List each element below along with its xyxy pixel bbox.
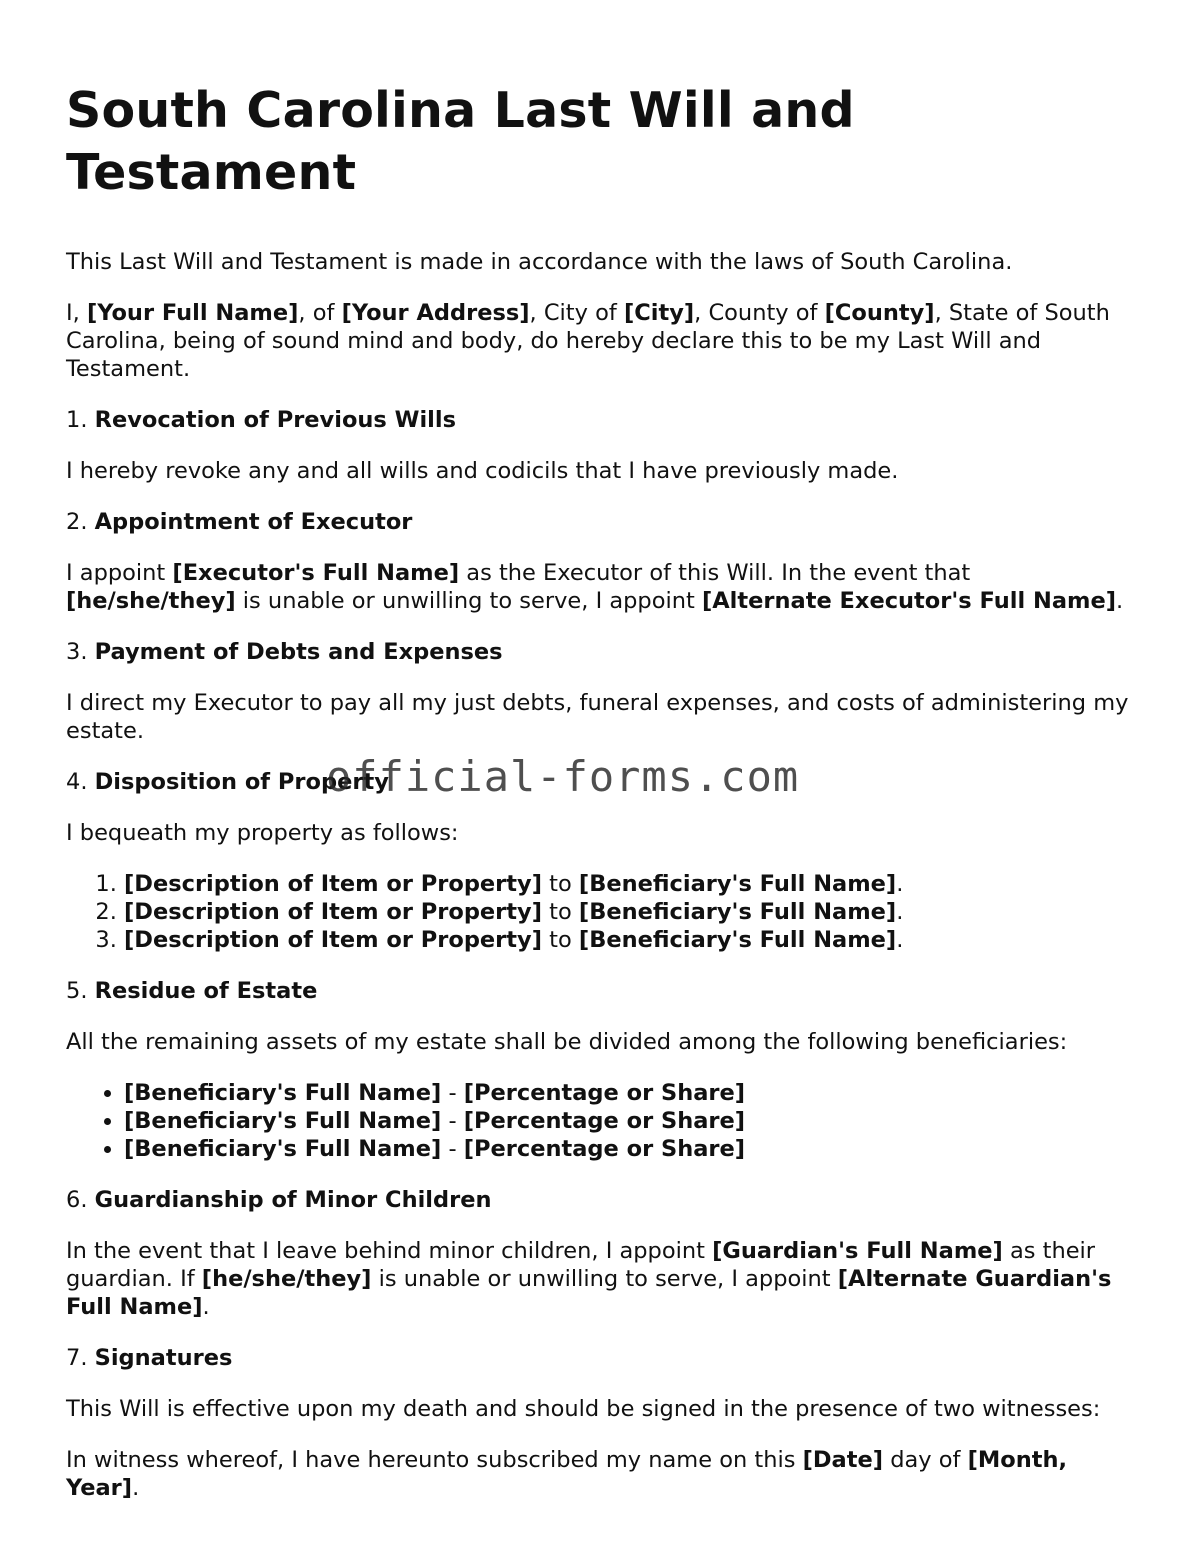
section-title: Residue of Estate xyxy=(94,978,318,1004)
section-number: 4. xyxy=(66,769,95,795)
executor-name-placeholder: [Executor's Full Name] xyxy=(172,560,460,586)
section-number: 6. xyxy=(66,1187,95,1213)
beneficiary-placeholder: [Beneficiary's Full Name] xyxy=(124,1080,442,1106)
section-heading-signatures xyxy=(66,1344,1136,1372)
executor-text: . xyxy=(1116,588,1124,614)
witness-text: . xyxy=(132,1475,140,1501)
section-title: Guardianship of Minor Children xyxy=(94,1187,492,1213)
property-placeholder: [Description of Item or Property] xyxy=(124,927,542,953)
alternate-guardian-placeholder: [Alternate Guardian's Full Name] xyxy=(66,1266,1112,1320)
document-page xyxy=(66,80,1136,1525)
witness-text: day of xyxy=(883,1447,968,1473)
guardian-text: as their guardian. If xyxy=(66,1238,1096,1292)
section-title: Appointment of Executor xyxy=(94,509,413,535)
witness-paragraph xyxy=(66,1446,1136,1502)
section-number: 7. xyxy=(66,1345,95,1371)
period-text: . xyxy=(896,871,904,897)
pronoun-placeholder: [he/she/they] xyxy=(66,588,236,614)
declaration-text: , County of xyxy=(694,300,825,326)
connector-text: to xyxy=(542,871,579,897)
executor-paragraph xyxy=(66,559,1136,615)
section-heading-residue xyxy=(66,977,1136,1005)
executor-text: I appoint xyxy=(66,560,173,586)
pronoun-placeholder: [he/she/they] xyxy=(201,1266,372,1292)
section-number: 2. xyxy=(66,509,95,535)
share-placeholder: [Percentage or Share] xyxy=(463,1080,746,1106)
beneficiary-placeholder: [Beneficiary's Full Name] xyxy=(124,1108,442,1134)
month-year-placeholder: [Month, Year] xyxy=(66,1447,1068,1501)
period-text: . xyxy=(896,927,904,953)
section-number: 1. xyxy=(66,407,95,433)
full-name-placeholder: [Your Full Name] xyxy=(86,300,299,326)
section-title: Disposition of Property xyxy=(94,769,389,795)
residue-intro: All the remaining assets of my estate shall be divided among the following beneficiaries: xyxy=(66,1029,1068,1055)
list-item xyxy=(124,898,1136,926)
beneficiary-placeholder: [Beneficiary's Full Name] xyxy=(578,871,897,897)
residue-list xyxy=(66,1079,1136,1163)
separator-text: - xyxy=(441,1080,464,1106)
declaration-text: , State of South Carolina, being of sound mind and body, do hereby declare this to be my Last Will and Testament. xyxy=(66,300,1110,382)
property-placeholder: [Description of Item or Property] xyxy=(124,899,542,925)
property-placeholder: [Description of Item or Property] xyxy=(124,871,542,897)
declaration-text: I, xyxy=(66,300,87,326)
property-list xyxy=(66,870,1136,954)
section-title: Signatures xyxy=(94,1345,233,1371)
property-intro: I bequeath my property as follows: xyxy=(66,820,459,846)
section-heading-guardianship xyxy=(66,1186,1136,1214)
signatures-paragraph: This Will is effective upon my death and should be signed in the presence of two witnesses: xyxy=(66,1396,1101,1422)
guardianship-paragraph xyxy=(66,1237,1136,1321)
guardian-name-placeholder: [Guardian's Full Name] xyxy=(712,1238,1003,1264)
section-title: Payment of Debts and Expenses xyxy=(94,639,503,665)
section-title: Revocation of Previous Wills xyxy=(94,407,456,433)
guardian-text: is unable or unwilling to serve, I appoint xyxy=(371,1266,838,1292)
guardian-text: In the event that I leave behind minor children, I appoint xyxy=(66,1238,713,1264)
executor-text: is unable or unwilling to serve, I appoint xyxy=(235,588,702,614)
section-heading-executor xyxy=(66,508,1136,536)
address-placeholder: [Your Address] xyxy=(341,300,530,326)
section-number: 5. xyxy=(66,978,95,1004)
list-item xyxy=(124,1079,1136,1107)
debts-paragraph: I direct my Executor to pay all my just debts, funeral expenses, and costs of administering my estate. xyxy=(66,690,1129,744)
county-placeholder: [County] xyxy=(824,300,935,326)
share-placeholder: [Percentage or Share] xyxy=(463,1136,746,1162)
connector-text: to xyxy=(542,899,579,925)
revocation-paragraph: I hereby revoke any and all wills and codicils that I have previously made. xyxy=(66,458,899,484)
declaration-paragraph xyxy=(66,299,1136,383)
guardian-text: . xyxy=(202,1294,210,1320)
section-number: 3. xyxy=(66,639,95,665)
executor-text: as the Executor of this Will. In the event that xyxy=(459,560,971,586)
document-title: South Carolina Last Will and Testament xyxy=(66,82,855,201)
witness-text: In witness whereof, I have hereunto subscribed my name on this xyxy=(66,1447,803,1473)
share-placeholder: [Percentage or Share] xyxy=(463,1108,746,1134)
separator-text: - xyxy=(441,1136,464,1162)
list-item xyxy=(124,870,1136,898)
alternate-executor-placeholder: [Alternate Executor's Full Name] xyxy=(701,588,1117,614)
list-item xyxy=(124,926,1136,954)
period-text: . xyxy=(896,899,904,925)
intro-paragraph: This Last Will and Testament is made in accordance with the laws of South Carolina. xyxy=(66,249,1013,275)
list-item xyxy=(124,1135,1136,1163)
section-heading-property xyxy=(66,768,1136,796)
section-heading-revocation xyxy=(66,406,1136,434)
connector-text: to xyxy=(542,927,579,953)
watermark: official-forms.com xyxy=(326,752,800,801)
beneficiary-placeholder: [Beneficiary's Full Name] xyxy=(124,1136,442,1162)
city-placeholder: [City] xyxy=(623,300,695,326)
list-item xyxy=(124,1107,1136,1135)
beneficiary-placeholder: [Beneficiary's Full Name] xyxy=(578,927,897,953)
section-heading-debts xyxy=(66,638,1136,666)
declaration-text: , City of xyxy=(529,300,624,326)
separator-text: - xyxy=(441,1108,464,1134)
date-placeholder: [Date] xyxy=(802,1447,884,1473)
declaration-text: , of xyxy=(298,300,342,326)
beneficiary-placeholder: [Beneficiary's Full Name] xyxy=(578,899,897,925)
